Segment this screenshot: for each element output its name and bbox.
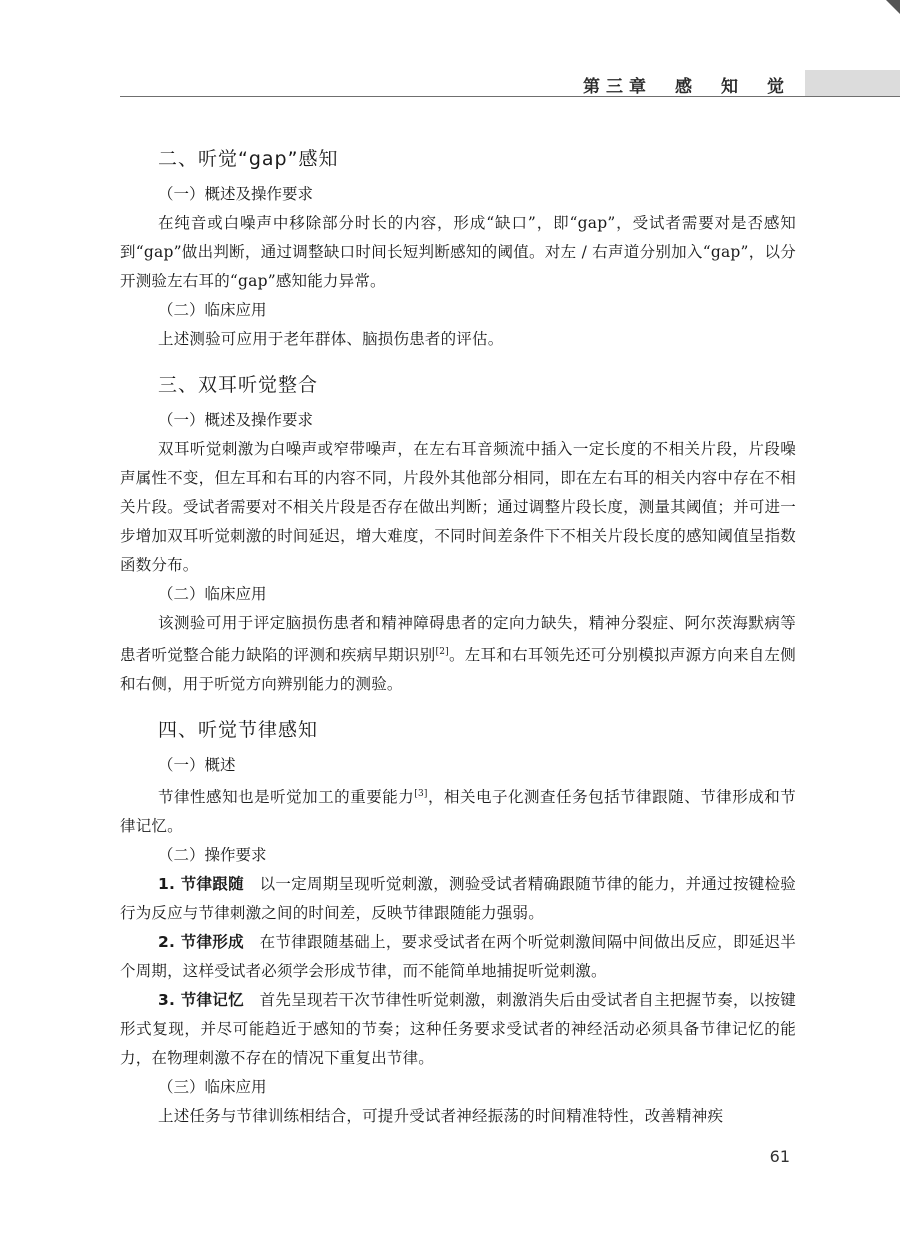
subheading-rhythm-overview: （一）概述 xyxy=(158,756,236,775)
chapter-title: 第三章 感 知 觉 xyxy=(583,77,790,97)
page-number: 61 xyxy=(769,1147,790,1166)
section-heading-rhythm: 四、听觉节律感知 xyxy=(158,719,319,742)
subheading-binaural-clinical: （二）临床应用 xyxy=(158,585,267,603)
citation-2: [2] xyxy=(435,647,449,657)
paragraph-rhythm-clinical: 上述任务与节律训练相结合，可提升受试者神经振荡的时间精准特性，改善精神疾 xyxy=(158,1107,724,1126)
paragraph-rhythm-overview: 节律性感知也是听觉加工的重要能力[3]，相关电子化测查任务包括节律跟随、节律形成和节律记忆。 xyxy=(120,788,796,836)
subheading-gap-clinical: （二）临床应用 xyxy=(158,301,267,319)
citation-3: [3] xyxy=(414,789,428,800)
page-corner-mark xyxy=(886,0,900,14)
running-header xyxy=(120,70,900,97)
list-item-rhythm-following: 1. 节律跟随 以一定周期呈现听觉刺激，测验受试者精确跟随节律的能力，并通过按键检验行为反应与节律刺激之间的时间差，反映节律跟随能力强弱。 xyxy=(120,875,796,923)
section-heading-binaural: 三、双耳听觉整合 xyxy=(158,374,319,396)
paragraph-binaural-overview: 双耳听觉刺激为白噪声或窄带噪声，在左右耳音频流中插入一定长度的不相关片段，片段噪声属性不变，但左耳和右耳的内容不同，片段外其他部分相同，即在左右耳的相关内容中存在不相关片段。受试者需要对不相关片段是否存在做出判断；通过调整片段长度，测量其阈值；并可进一步增加双耳听觉刺激的时间延迟，增大难度，不同时间差条件下不相关片段长度的感知阈值呈指数函数分布。 xyxy=(120,440,796,574)
subheading-gap-overview: （一）概述及操作要求 xyxy=(158,185,314,203)
list-item-rhythm-formation: 2. 节律形成 在节律跟随基础上，要求受试者在两个听觉刺激间隔中间做出反应，即延迟半个周期，这样受试者必须学会形成节律，而不能简单地捕捉听觉刺激。 xyxy=(120,933,796,981)
paragraph-binaural-clinical: 该测验可用于评定脑损伤患者和精神障碍患者的定向力缺失，精神分裂症、阿尔茨海默病等患者听觉整合能力缺陷的评测和疾病早期识别[2]。左耳和右耳领先还可分别模拟声源方向来自左侧和右侧，用于听觉方向辨别能力的测验。 xyxy=(120,614,796,694)
section-heading-gap: 二、听觉“gap”感知 xyxy=(158,148,339,170)
subheading-rhythm-clinical: （三）临床应用 xyxy=(158,1078,267,1097)
header-tab xyxy=(805,70,900,96)
page-body xyxy=(120,138,796,1131)
paragraph-gap-clinical: 上述测验可应用于老年群体、脑损伤患者的评估。 xyxy=(158,330,504,348)
subheading-binaural-overview: （一）概述及操作要求 xyxy=(158,411,314,429)
list-item-rhythm-memory: 3. 节律记忆 首先呈现若干次节律性听觉刺激，刺激消失后由受试者自主把握节奏，以按键形式复现，并尽可能趋近于感知的节奏；这种任务要求受试者的神经活动必须具备节律记忆的能力，在物理刺激不存在的情况下重复出节律。 xyxy=(120,991,796,1068)
paragraph-gap-overview: 在纯音或白噪声中移除部分时长的内容，形成“缺口”，即“gap”，受试者需要对是否感知到“gap”做出判断，通过调整缺口时间长短判断感知的阈值。对左 / 右声道分别加入“gap”，以分开测验左右耳的“gap”感知能力异常。 xyxy=(120,214,796,290)
subheading-rhythm-operation: （二）操作要求 xyxy=(158,846,267,865)
